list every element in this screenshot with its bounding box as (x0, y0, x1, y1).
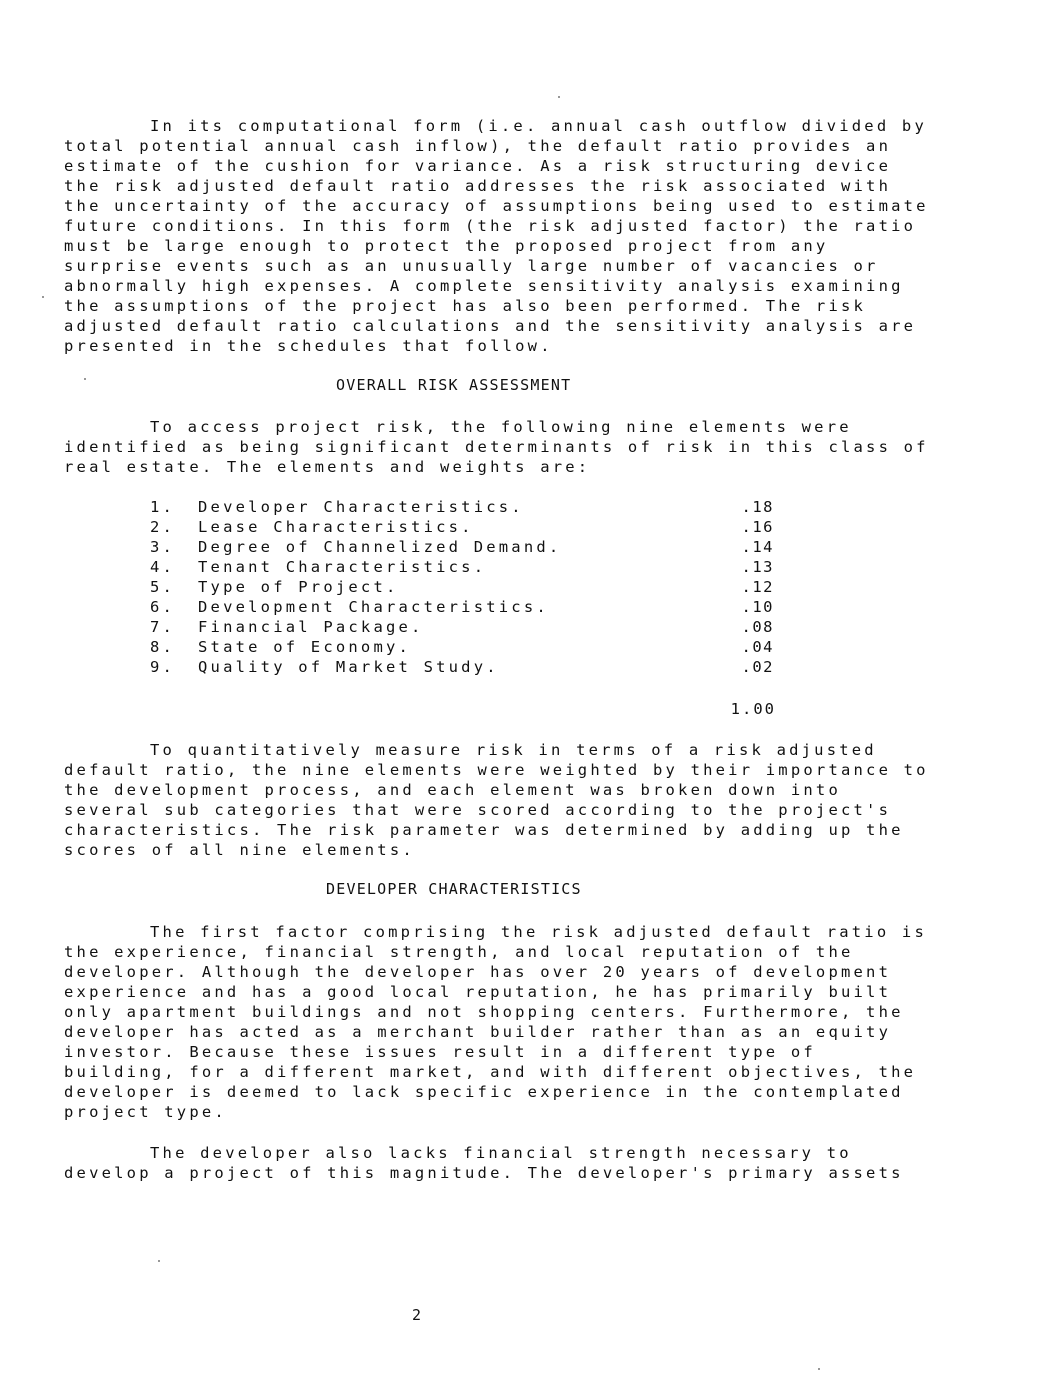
developer-line: The first factor comprising the risk adjusted default ratio is (150, 923, 927, 941)
item-weight: .13 (741, 558, 774, 576)
intro-line: presented in the schedules that follow. (64, 337, 553, 355)
item-weight: .04 (741, 638, 774, 656)
intro-line: must be large enough to protect the proposed project from any (64, 237, 829, 255)
section-heading-developer-characteristics: DEVELOPER CHARACTERISTICS (326, 880, 582, 898)
item-number: 2. (150, 518, 176, 536)
developer-line: developer has acted as a merchant builder rather than as an equity (64, 1023, 892, 1041)
developer-line: developer. Although the developer has over 20 years of development (64, 963, 892, 981)
developer-line: building, for a different market, and with different objectives, the (64, 1063, 917, 1081)
developer-line: developer is deemed to lack specific experience in the contemplated (64, 1083, 904, 1101)
measure-line: characteristics. The risk parameter was determined by adding up the (64, 821, 904, 839)
scan-speck (42, 296, 44, 298)
item-label: Developer Characteristics. (198, 498, 524, 516)
item-label: Tenant Characteristics. (198, 558, 487, 576)
measure-line: the development process, and each element was broken down into (64, 781, 841, 799)
item-label: Degree of Channelized Demand. (198, 538, 562, 556)
item-weight: .02 (741, 658, 774, 676)
item-weight: .18 (741, 498, 774, 516)
intro-line: the uncertainty of the accuracy of assumptions being used to estimate (64, 197, 929, 215)
item-number: 9. (150, 658, 176, 676)
item-number: 1. (150, 498, 176, 516)
item-number: 6. (150, 598, 176, 616)
intro-line: the assumptions of the project has also been performed. The risk (64, 297, 867, 315)
item-label: Quality of Market Study. (198, 658, 499, 676)
item-weight: .12 (741, 578, 774, 596)
developer-line: project type. (64, 1103, 227, 1121)
developer-line: the experience, financial strength, and local reputation of the (64, 943, 854, 961)
strength-line: develop a project of this magnitude. The developer's primary assets (64, 1164, 904, 1182)
assess-line: identified as being significant determinants of risk in this class of (64, 438, 929, 456)
page-number: 2 (412, 1306, 422, 1324)
assess-line: real estate. The elements and weights are: (64, 458, 591, 476)
measure-line: several sub categories that were scored according to the project's (64, 801, 892, 819)
intro-line: abnormally high expenses. A complete sensitivity analysis examining (64, 277, 904, 295)
total-weight: 1.00 (730, 700, 776, 718)
developer-line: investor. Because these issues result in a different type of (64, 1043, 816, 1061)
item-label: Financial Package. (198, 618, 424, 636)
item-label: State of Economy. (198, 638, 412, 656)
item-number: 7. (150, 618, 176, 636)
intro-line: adjusted default ratio calculations and the sensitivity analysis are (64, 317, 917, 335)
scan-speck (84, 378, 86, 380)
assess-line: To access project risk, the following nine elements were (150, 418, 852, 436)
item-label: Development Characteristics. (198, 598, 549, 616)
intro-line: the risk adjusted default ratio addresses the risk associated with (64, 177, 892, 195)
intro-line: estimate of the cushion for variance. As a risk structuring device (64, 157, 892, 175)
measure-line: To quantitatively measure risk in terms of a risk adjusted (150, 741, 877, 759)
scan-speck (818, 1368, 820, 1370)
intro-line: total potential annual cash inflow), the default ratio provides an (64, 137, 892, 155)
scan-speck (558, 96, 560, 98)
scan-speck (158, 1260, 160, 1262)
section-heading-overall-risk: OVERALL RISK ASSESSMENT (336, 376, 572, 394)
item-label: Lease Characteristics. (198, 518, 474, 536)
item-number: 5. (150, 578, 176, 596)
item-number: 4. (150, 558, 176, 576)
item-label: Type of Project. (198, 578, 399, 596)
developer-line: only apartment buildings and not shopping centers. Furthermore, the (64, 1003, 904, 1021)
strength-line: The developer also lacks financial strength necessary to (150, 1144, 852, 1162)
item-weight: .14 (741, 538, 774, 556)
intro-line: surprise events such as an unusually large number of vacancies or (64, 257, 879, 275)
item-number: 3. (150, 538, 176, 556)
measure-line: default ratio, the nine elements were weighted by their importance to (64, 761, 929, 779)
intro-line: In its computational form (i.e. annual cash outflow divided by (150, 117, 927, 135)
item-weight: .08 (741, 618, 774, 636)
developer-line: experience and has a good local reputation, he has primarily built (64, 983, 892, 1001)
item-number: 8. (150, 638, 176, 656)
item-weight: .10 (741, 598, 774, 616)
item-weight: .16 (741, 518, 774, 536)
intro-line: future conditions. In this form (the risk adjusted factor) the ratio (64, 217, 917, 235)
measure-line: scores of all nine elements. (64, 841, 415, 859)
